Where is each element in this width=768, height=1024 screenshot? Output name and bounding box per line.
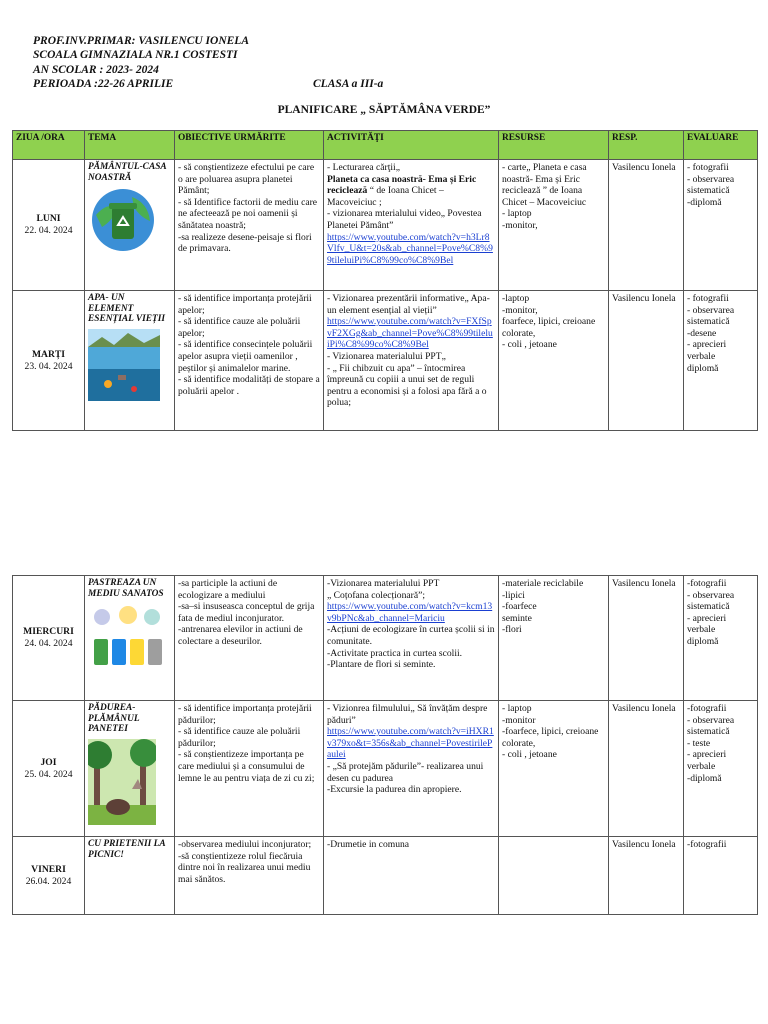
- resource-item: -foarfece: [502, 601, 537, 613]
- activity-link[interactable]: https://www.youtube.com/watch?v=FXfSpvF2XGg&ab_channel=Pove%C8%99tileluiPi%C8%99co%C8%9Bel: [327, 316, 493, 351]
- evaluation-item: - fotografii: [687, 162, 729, 173]
- resp-cell: Vasilencu Ionela: [609, 576, 684, 701]
- objective-item: - să identifice consecințele poluării apelor asupra vieții oamenilor , peștilor și animalelor marine.: [178, 339, 313, 374]
- resp-cell: Vasilencu Ionela: [609, 837, 684, 915]
- resource-item: - carte„ Planeta e casa noastră- Ema și Eric reciclează ” de Ioana Chicet – Macoveiciuc: [502, 162, 587, 208]
- teacher-line: PROF.INV.PRIMAR: VASILENCU IONELA: [33, 35, 250, 47]
- table-header: [13, 131, 758, 160]
- activity-link[interactable]: https://www.youtube.com/watch?v=kcm13v9bPNc&ab_channel=Mariciu: [327, 601, 493, 624]
- planning-table-bottom: [12, 575, 758, 915]
- evaluation-item: -fotografii: [687, 839, 727, 850]
- resource-item: seminte: [502, 612, 532, 624]
- day-date: 26.04. 2024: [25, 875, 72, 887]
- col-activities: ACTIVITĂŢI: [324, 131, 499, 160]
- resource-item: -monitor,: [502, 304, 538, 316]
- resources-cell: [499, 837, 609, 915]
- activity-text: „ Coțofana colecționară”;: [327, 589, 426, 601]
- day-cell: [13, 576, 85, 701]
- activity-link[interactable]: https://www.youtube.com/watch?v=h3Lr8Vlfv_U&t=20s&ab_channel=Pove%C8%99tileluiPi%C8%99co%C8%9Bel: [327, 231, 493, 266]
- forest-animals-icon: [88, 739, 171, 829]
- activity-link[interactable]: https://www.youtube.com/watch?v=iHXR1v379xo&t=356s&ab_channel=PovestirilePaulei: [327, 726, 494, 761]
- resource-item: -materiale reciclabile: [502, 578, 584, 589]
- col-objectives: OBIECTIVE URMĂRITE: [175, 131, 324, 160]
- table-row: [13, 576, 758, 701]
- objective-item: -să conștientizeze rolul fiecăruia dintre noi în realizarea unui mediu mai sănătos.: [178, 850, 311, 885]
- activity-text: -Vizionarea materialului PPT: [327, 578, 440, 589]
- resp-cell: Vasilencu Ionela: [609, 701, 684, 837]
- objectives-cell: [175, 160, 324, 291]
- objective-item: -antrenarea elevilor in actiuni de colectare a deseurilor.: [178, 624, 303, 647]
- planning-table-top: [12, 130, 758, 431]
- theme-title: PĂMÂNTUL-CASA NOASTRĂ: [88, 162, 167, 183]
- activity-text: - Vizionrea filmulului„ Să învățăm despre păduri”: [327, 703, 488, 726]
- resp-cell: Vasilencu Ionela: [609, 160, 684, 291]
- water-pollution-icon: [88, 329, 171, 405]
- objectives-cell: [175, 837, 324, 915]
- resources-cell: [499, 160, 609, 291]
- school-year-line: AN SCOLAR : 2023- 2024: [33, 64, 159, 76]
- activity-text: - vizionarea mterialului video„ Povestea Planetei Pământ”: [327, 208, 482, 231]
- evaluation-item: - aprecieri verbale: [687, 339, 727, 362]
- evaluation-cell: [684, 701, 758, 837]
- day-cell: [13, 701, 85, 837]
- evaluation-item: -diplomă: [687, 772, 722, 784]
- activity-text: - „Să protejăm pădurile”- realizarea unui desen cu padurea: [327, 760, 484, 784]
- resource-item: foarfece, lipici, creioane colorate,: [502, 316, 596, 339]
- day-date: 23. 04. 2024: [24, 360, 73, 372]
- theme-title: CU PRIETENII LA PICNIC!: [88, 839, 166, 860]
- resources-cell: [499, 701, 609, 837]
- activity-text: - Lecturarea cărţii„: [327, 162, 400, 173]
- theme-cell: [85, 837, 175, 915]
- col-day: ZIUA /ORA: [13, 131, 85, 160]
- activity-text: -Plantare de flori si seminte.: [327, 659, 436, 671]
- theme-cell: [85, 576, 175, 701]
- day-cell: [13, 291, 85, 431]
- objective-item: - să identifice cauze ale poluării apelor;: [178, 316, 301, 339]
- resource-item: -monitor: [502, 714, 536, 726]
- activity-text: -Activitate practica in curtea scolii.: [327, 647, 463, 659]
- col-resp: RESP.: [609, 131, 684, 160]
- period-line: PERIOADA :22-26 APRILIE: [33, 78, 174, 90]
- page-title: PLANIFICARE „ SĂPTĂMÂNA VERDE”: [277, 104, 491, 116]
- col-resources: RESURSE: [499, 131, 609, 160]
- theme-cell: [85, 291, 175, 431]
- resource-item: - laptop: [502, 703, 532, 714]
- col-evaluation: EVALUARE: [684, 131, 758, 160]
- activities-cell: [324, 837, 499, 915]
- evaluation-item: - teste: [687, 737, 711, 749]
- activity-book-title: Planeta ca casa noastră- Ema și Eric reciclează: [327, 173, 477, 197]
- theme-title: APA- UN ELEMENT ESENȚIAL VIEȚII: [88, 293, 166, 325]
- col-theme: TEMA: [85, 131, 175, 160]
- activities-cell: [324, 701, 499, 837]
- activity-text: - Vizionarea prezentării informative„ Apa- un element esențial al vieții”: [327, 293, 490, 316]
- objective-item: -observarea mediului inconjurator;: [178, 839, 312, 850]
- evaluation-item: diplomă: [687, 362, 719, 374]
- evaluation-cell: [684, 160, 758, 291]
- day-name: LUNI: [36, 213, 61, 225]
- resource-item: - laptop: [502, 208, 532, 220]
- evaluation-item: - observarea sistematică: [687, 304, 735, 328]
- objective-item: - să identifice importanța protejării pădurilor;: [178, 703, 312, 726]
- objectives-cell: [175, 576, 324, 701]
- resource-item: -flori: [502, 624, 522, 636]
- activity-text: “ de Ioana Chicet – Macoveiciuc ;: [327, 185, 444, 208]
- activities-cell: [324, 160, 499, 291]
- class-line: CLASA a III-a: [313, 78, 384, 90]
- objective-item: - să identifice modalități de stopare a poluării apelor .: [178, 374, 320, 397]
- evaluation-item: - aprecieri verbale: [687, 749, 727, 772]
- resource-item: - coli , jetoane: [502, 339, 557, 351]
- evaluation-cell: [684, 576, 758, 701]
- resource-item: -monitor,: [502, 219, 538, 231]
- resources-cell: [499, 576, 609, 701]
- table-row: [13, 701, 758, 837]
- objectives-cell: [175, 701, 324, 837]
- earth-recycling-bin-icon: [88, 187, 171, 257]
- day-date: 22. 04. 2024: [24, 225, 73, 236]
- evaluation-item: - observarea sistematică: [687, 714, 735, 738]
- day-name: VINERI: [31, 863, 66, 875]
- evaluation-cell: [684, 837, 758, 915]
- day-name: MIERCURI: [23, 626, 74, 638]
- evaluation-item: -desene: [687, 327, 717, 339]
- objective-item: - să identifice cauze ale poluării pădurilor;: [178, 726, 301, 749]
- activity-text: -Acțiuni de ecologizare în curtea școlii si in comunitate.: [327, 624, 495, 647]
- activity-text: -Drumetie in comuna: [327, 839, 410, 850]
- evaluation-item: - observarea sistematică: [687, 589, 735, 613]
- theme-title: PĂDUREA-PLĂMÂNUL PANETEI: [88, 703, 140, 735]
- table-row: [13, 837, 758, 915]
- objectives-cell: [175, 291, 324, 431]
- recycling-bins-icon: [88, 603, 171, 677]
- objective-item: - să conștientizeze importanța pe care mediului și a consumului de lemne le au pentru viața de zi cu zi;: [178, 749, 315, 784]
- resource-item: -laptop: [502, 293, 530, 304]
- evaluation-item: - observarea sistematică: [687, 173, 735, 197]
- resources-cell: [499, 291, 609, 431]
- evaluation-item: - fotografii: [687, 293, 729, 304]
- evaluation-item: -diplomă: [687, 196, 722, 208]
- evaluation-item: -fotografii: [687, 703, 727, 714]
- resource-item: - coli , jetoane: [502, 749, 557, 761]
- table-row: [13, 160, 758, 291]
- objective-item: - să conştientizeze efectului pe care o are poluarea asupra planetei Pământ;: [178, 162, 315, 197]
- day-cell: [13, 837, 85, 915]
- activity-text: - Vizionarea materialului PPT„: [327, 350, 446, 362]
- theme-cell: [85, 701, 175, 837]
- objective-item: - să identifice importanța protejării apelor;: [178, 293, 312, 316]
- evaluation-cell: [684, 291, 758, 431]
- objective-item: -sa participle la actiuni de ecologizare a mediului: [178, 578, 278, 601]
- theme-title: PASTREAZA UN MEDIU SANATOS: [88, 578, 164, 599]
- activity-text: -Excursie la padurea din apropiere.: [327, 784, 462, 796]
- day-name: MARȚI: [31, 348, 66, 360]
- activities-cell: [324, 576, 499, 701]
- evaluation-item: -fotografii: [687, 578, 727, 589]
- resp-cell: Vasilencu Ionela: [609, 291, 684, 431]
- day-date: 25. 04. 2024: [24, 768, 73, 780]
- resource-item: -lipici: [502, 589, 525, 601]
- theme-cell: [85, 160, 175, 291]
- objective-item: -sa–si insuseasca conceptul de grija fata de mediul inconjurator.: [178, 601, 315, 624]
- day-date: 24. 04. 2024: [24, 638, 73, 649]
- activities-cell: [324, 291, 499, 431]
- objective-item: - să Identifice factorii de mediu care ne afecteează pe noi oamenii și sănătatea noastră;: [178, 196, 318, 231]
- resource-item: -foarfece, lipici, creioane colorate,: [502, 726, 599, 749]
- evaluation-item: - aprecieri verbale: [687, 612, 727, 636]
- school-line: SCOALA GIMNAZIALA NR.1 COSTESTI: [33, 49, 238, 61]
- objective-item: -sa realizeze desene-peisaje si flori de primavara.: [178, 231, 312, 255]
- activity-text: - „ Fii chibzuit cu apa” – întocmirea împreună cu copiii a unui set de reguli pentru a economisi și a folosi apa fără a o polua;: [327, 362, 487, 409]
- evaluation-item: diplomă: [687, 635, 719, 647]
- day-cell: [13, 160, 85, 291]
- table-row: [13, 291, 758, 431]
- day-name: JOI: [40, 756, 57, 768]
